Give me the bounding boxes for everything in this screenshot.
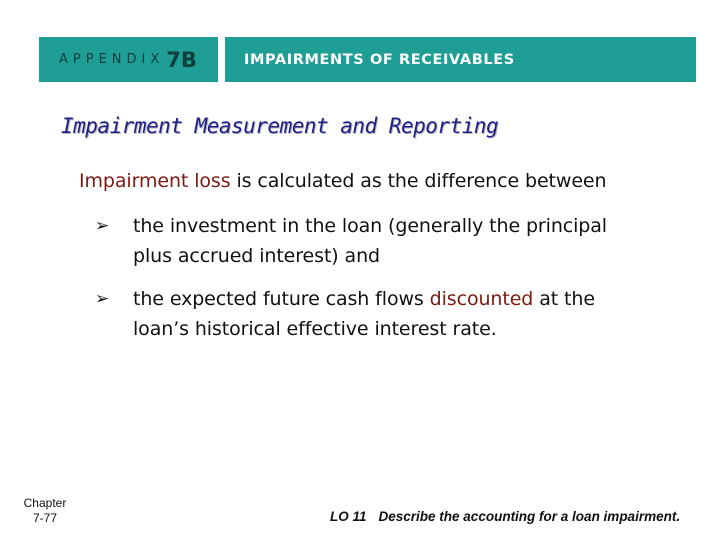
slide-title: Impairment Measurement and Reporting — [61, 114, 499, 138]
bullet-text — [133, 211, 693, 271]
section-title: IMPAIRMENTS OF RECEIVABLES — [244, 51, 515, 68]
intro-rest: is calculated as the difference between — [230, 170, 607, 192]
intro-sentence — [79, 170, 606, 192]
lo-description: Describe the accounting for a loan impairment. — [378, 509, 681, 524]
bullet-text — [133, 284, 693, 344]
arrow-bullet-icon: ➢ — [95, 289, 110, 309]
page-number: 7-77 — [32, 511, 58, 525]
bullet-line: plus accrued interest) and — [133, 245, 380, 267]
lo-number: LO 11 — [330, 509, 367, 524]
appendix-label: APPENDIX — [59, 52, 165, 67]
learning-objective — [330, 509, 680, 524]
bullet-line-pre: the expected future cash flows — [133, 288, 430, 310]
bullet-line: loan’s historical effective interest rate. — [133, 318, 497, 340]
appendix-banner — [39, 37, 218, 82]
chapter-page-label — [16, 496, 74, 526]
arrow-bullet-icon: ➢ — [95, 216, 110, 236]
appendix-number: 7B — [166, 47, 197, 72]
bullet-item-investment — [95, 211, 693, 271]
bullet-line: the investment in the loan (generally the principal — [133, 215, 607, 237]
intro-term: Impairment loss — [79, 170, 231, 192]
bullet-line-post: at the — [533, 288, 595, 310]
chapter-label: Chapter — [23, 496, 67, 510]
section-banner — [225, 37, 696, 82]
bullet-item-cash-flows — [95, 284, 693, 344]
highlight-term: discounted — [429, 288, 534, 310]
